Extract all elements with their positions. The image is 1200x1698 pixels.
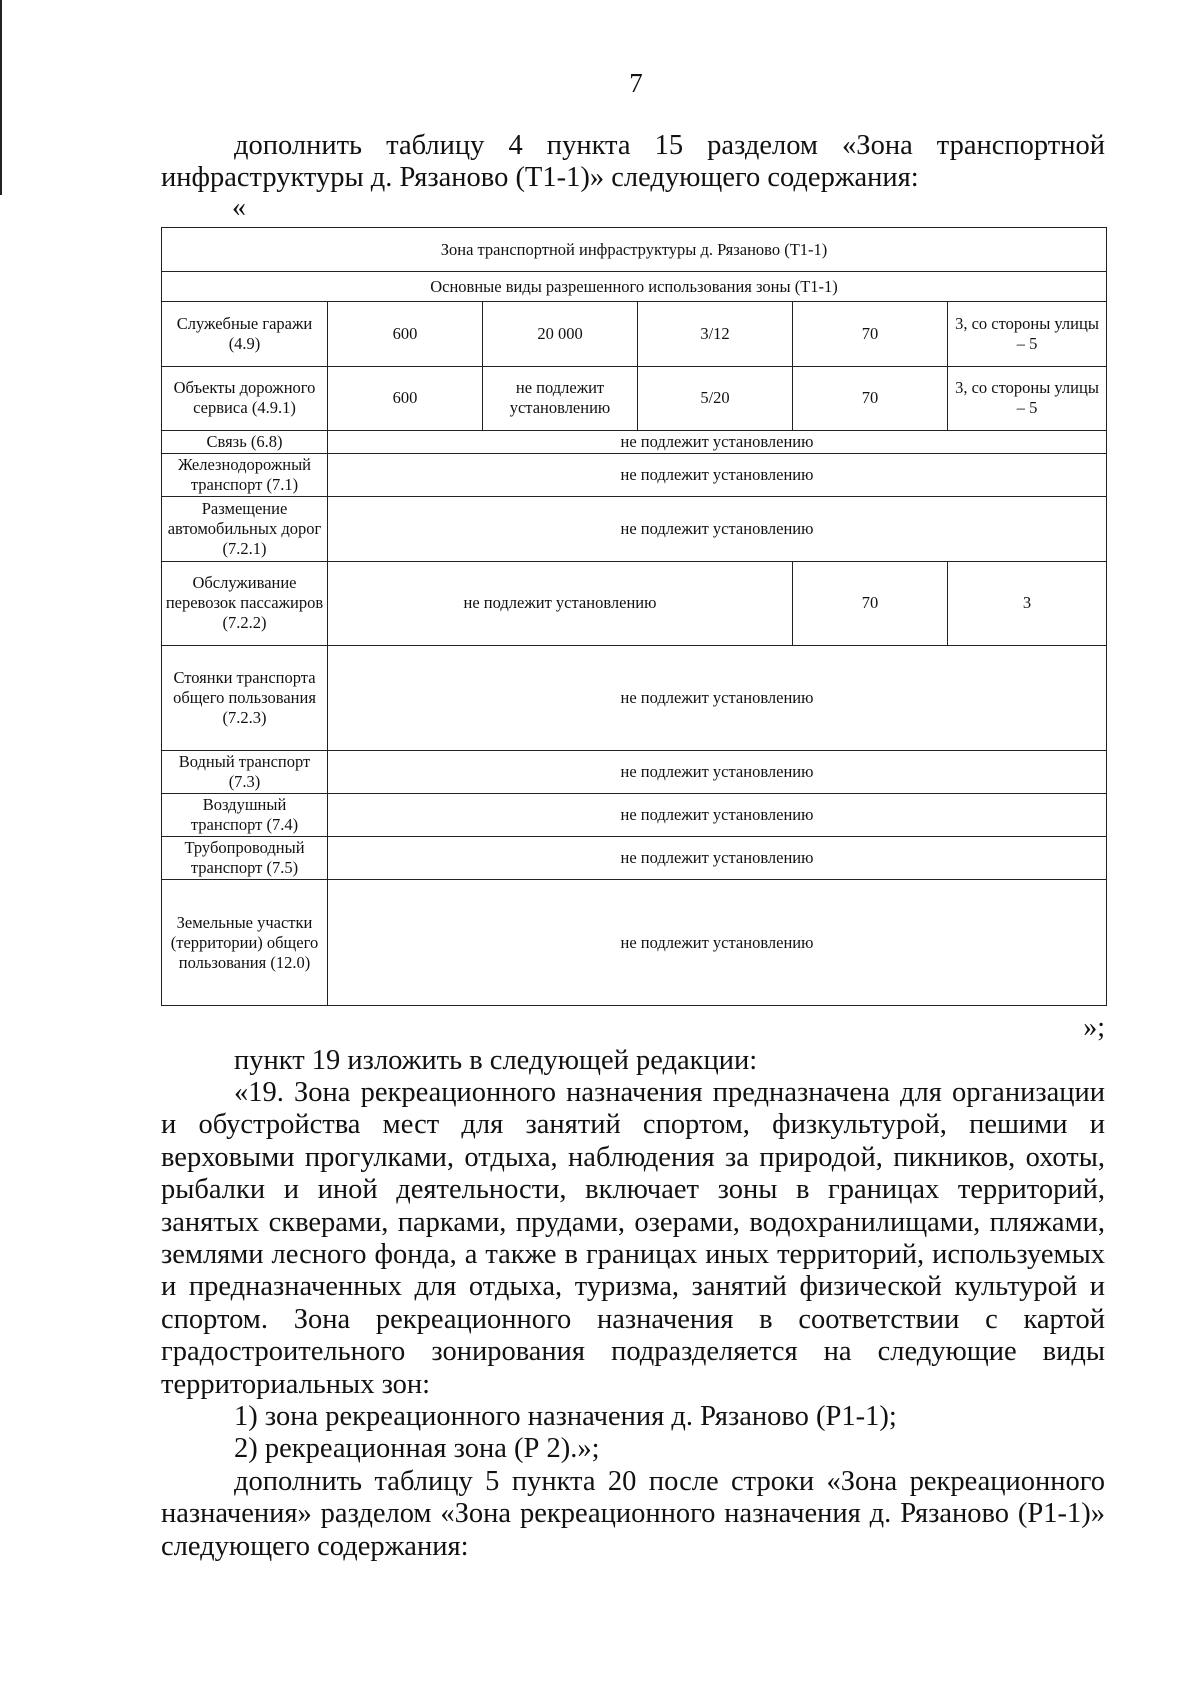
table-row	[162, 431, 1107, 454]
table-row	[162, 454, 1107, 497]
merged-cell: не подлежит установлению	[328, 431, 1107, 454]
table-row	[162, 837, 1107, 880]
cell-value: 70	[793, 302, 948, 366]
table5-paragraph: дополнить таблицу 5 пункта 20 после строки «Зона рекреационного назначения» разделом «Зона рекреационного назначения д. Рязаново (Р1-1)» следующего содержания:	[161, 1466, 1105, 1562]
row-name: Служебные гаражи (4.9)	[162, 302, 328, 366]
transport-zone-table	[161, 227, 1107, 1006]
close-quote: »;	[1083, 1012, 1105, 1043]
table-title: Зона транспортной инфраструктуры д. Рязаново (Т1-1)	[162, 228, 1107, 272]
row-name: Размещение автомобильных дорог (7.2.1)	[162, 497, 328, 561]
row-name: Водный транспорт (7.3)	[162, 750, 328, 793]
table-subtitle-row	[162, 272, 1107, 302]
table-row	[162, 880, 1107, 1006]
table-title-row	[162, 228, 1107, 272]
open-quote: «	[232, 192, 246, 223]
row-name: Воздушный транспорт (7.4)	[162, 793, 328, 836]
cell-value: не подлежит установлению	[483, 366, 638, 430]
row-name: Стоянки транспорта общего пользования (7.2.3)	[162, 646, 328, 751]
cell-value: 3, со стороны улицы – 5	[948, 366, 1107, 430]
table-row	[162, 750, 1107, 793]
table-row	[162, 302, 1107, 366]
item19-intro: пункт 19 изложить в следующей редакции:	[234, 1045, 758, 1076]
row-name: Связь (6.8)	[162, 431, 328, 454]
cell-value: 5/20	[638, 366, 793, 430]
merged-cell: не подлежит установлению	[328, 837, 1107, 880]
table-row	[162, 366, 1107, 430]
cell-value: 600	[328, 302, 483, 366]
cell-value: 600	[328, 366, 483, 430]
merged-cell: не подлежит установлению	[328, 646, 1107, 751]
merged-cell: не подлежит установлению	[328, 793, 1107, 836]
merged-cell: не подлежит установлению	[328, 750, 1107, 793]
row-name: Объекты дорожного сервиса (4.9.1)	[162, 366, 328, 430]
row-name: Обслуживание перевозок пассажиров (7.2.2)	[162, 561, 328, 645]
merged-cell: не подлежит установлению	[328, 561, 793, 645]
row-name: Трубопроводный транспорт (7.5)	[162, 837, 328, 880]
table-row	[162, 793, 1107, 836]
cell-value: 3, со стороны улицы – 5	[948, 302, 1107, 366]
merged-cell: не подлежит установлению	[328, 454, 1107, 497]
intro-paragraph: дополнить таблицу 4 пункта 15 разделом «Зона транспортной инфраструктуры д. Рязаново (Т1-1)» следующего содержания:	[161, 130, 1105, 194]
row-name: Железнодорожный транспорт (7.1)	[162, 454, 328, 497]
merged-cell: не подлежит установлению	[328, 880, 1107, 1006]
cell-value: 3/12	[638, 302, 793, 366]
table-subtitle: Основные виды разрешенного использования зоны (Т1-1)	[162, 272, 1107, 302]
table-row	[162, 497, 1107, 561]
cell-value: 20 000	[483, 302, 638, 366]
item19-list-item-1: 1) зона рекреационного назначения д. Рязаново (Р1-1);	[234, 1401, 897, 1432]
item19-list-item-2: 2) рекреационная зона (Р 2).»;	[234, 1433, 600, 1464]
item19-paragraph: «19. Зона рекреационного назначения предназначена для организации и обустройства мест для занятий спортом, физкультурой, пешими и верховыми прогулками, отдыха, наблюдения за природой, пикников, охоты, рыбалки и иной деятельности, включает зоны в границах территорий, занятых скверами, парками, прудами, озерами, водохранилищами, пляжами, землями лесного фонда, а также в границах иных территорий, используемых и предназначенных для отдыха, туризма, занятий физической культурой и спортом. Зона рекреационного назначения в соответствии с картой градостроительного зонирования подразделяется на следующие виды территориальных зон:	[161, 1077, 1105, 1400]
cell-value: 70	[793, 366, 948, 430]
cell-value: 70	[793, 561, 948, 645]
page-number: 7	[629, 68, 643, 98]
row-name: Земельные участки (территории) общего пользования (12.0)	[162, 880, 328, 1006]
merged-cell: не подлежит установлению	[328, 497, 1107, 561]
table-row	[162, 646, 1107, 751]
cell-value: 3	[948, 561, 1107, 645]
table-row	[162, 561, 1107, 645]
